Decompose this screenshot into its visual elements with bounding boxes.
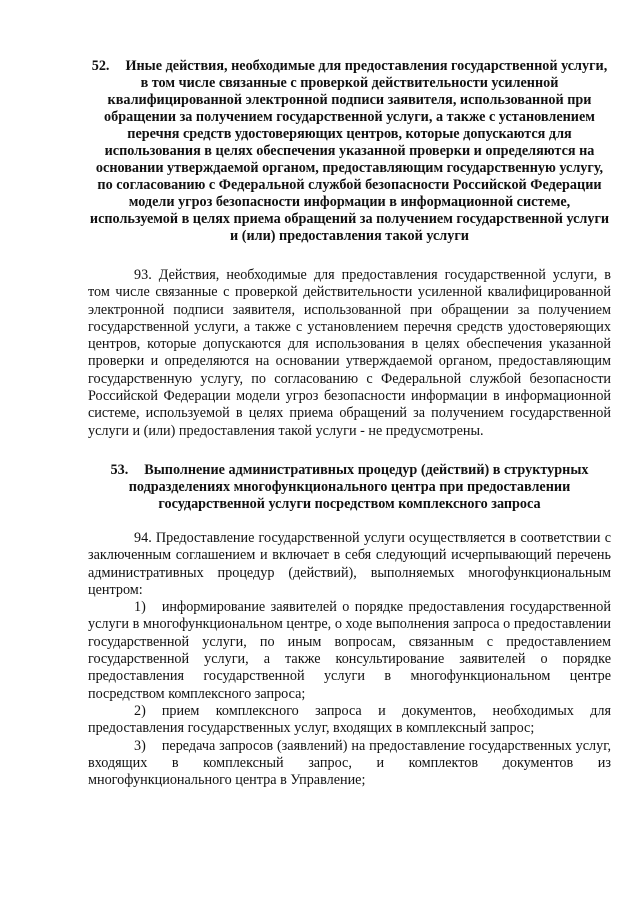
section-52-number: 52. [91, 58, 110, 74]
paragraph-94: 94. Предоставление государственной услуги осуществляется в соответствии с заключенным соглашением и включает в себя следующий исчерпывающий перечень административных процедур (действий), выполняемых многофункциональным центром: [88, 529, 611, 598]
document-page [88, 58, 611, 789]
list-item [88, 738, 611, 790]
list-item-text: прием комплексного запроса и документов, необходимых для предоставления государственных услуг, входящих в комплексный запрос; [88, 702, 611, 737]
section-53-number: 53. [110, 461, 129, 478]
section-52-heading [88, 58, 611, 245]
list-item-text: передача запросов (заявлений) на предоставление государственных услуг, входящих в комплексный запрос, и комплектов документов из многофункционального центра в Управление; [88, 737, 611, 789]
list-item-text: информирование заявителей о порядке предоставления государственной услуги в многофункциональном центре, о ходе выполнения запроса о предоставлении государственной услуги, по иным вопросам, связанным с предоставлением государственной услуги, а также консультирование заявителей о порядке предоставления государственной услуги в многофункциональном центре посредством комплексного запроса; [88, 599, 611, 702]
list-item-marker: 1) [134, 599, 146, 616]
spacer [88, 440, 611, 462]
section-53-title: Выполнение административных процедур (действий) в структурных подразделениях многофункционального центра при предоставлении государственной услуги посредством комплексного запроса [128, 461, 589, 512]
section-52-title: Иные действия, необходимые для предоставления государственной услуги, в том числе связанные с проверкой действительности усиленной квалифицированной электронной подписи заявителя, использованной при обращении за получением государственной услуги, а также с установлением перечня средств удостоверяющих центров, которые допускаются для использования в целях обеспечения указанной проверки и определяются на основании утверждаемой органом, предоставляющим государственную услугу, по согласованию с Федеральной службой безопасности Российской Федерации модели угроз безопасности информации в информационной системе, используемой в целях приема обращений за получением государственной услуги и (или) предоставления такой услуги [89, 58, 610, 244]
spacer [88, 245, 611, 267]
list-item-marker: 3) [134, 737, 146, 754]
section-53-heading [88, 462, 611, 513]
list-item [88, 599, 611, 703]
spacer [88, 513, 611, 530]
paragraph-93: 93. Действия, необходимые для предоставления государственной услуги, в том числе связанные с проверкой действительности усиленной квалифицированной электронной подписи заявителя, использованной при обращении за получением государственной услуги, а также с установлением перечня средств удостоверяющих центров, которые допускаются для использования в целях обеспечения указанной проверки и определяются на основании утверждаемой органом, предоставляющим государственную услугу, по согласованию с Федеральной службой безопасности Российской Федерации модели угроз безопасности информации в информационной системе, используемой в целях приема обращений за получением государственной услуги и (или) предоставления такой услуги - не предусмотрены. [88, 267, 611, 439]
list-item [88, 703, 611, 738]
list-item-marker: 2) [134, 702, 146, 719]
